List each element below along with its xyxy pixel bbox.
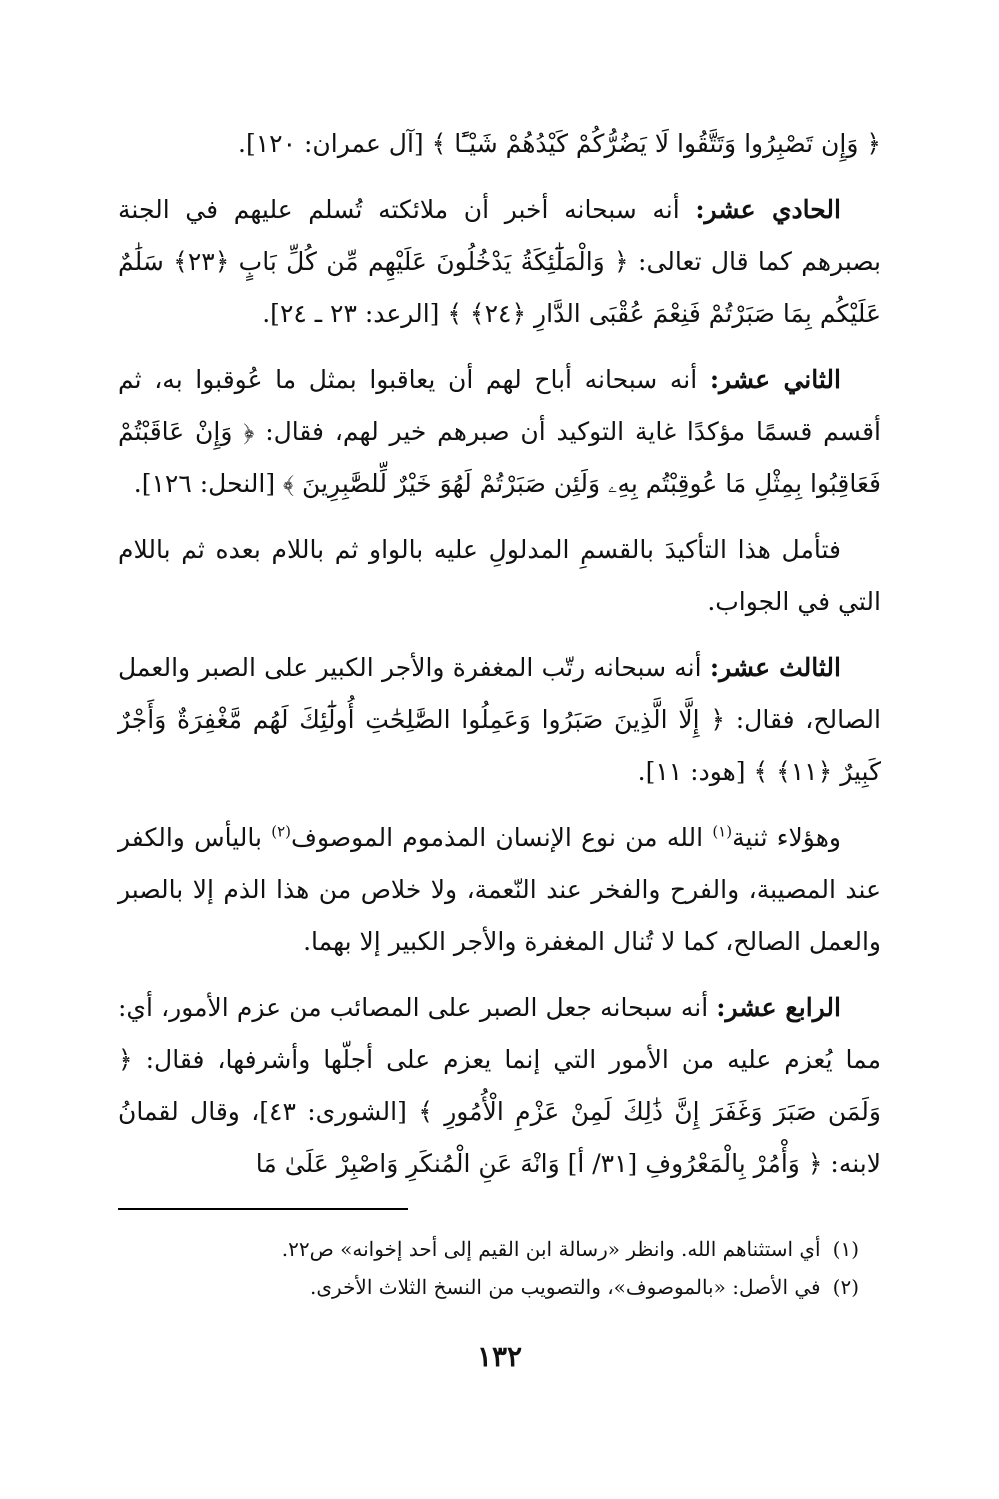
paragraph-heading: الثالث عشر: bbox=[709, 653, 841, 682]
paragraph-twelfth bbox=[118, 354, 881, 510]
paragraph-body: وهؤلاء ثنية bbox=[732, 823, 841, 852]
paragraph-body: باليأس والكفر عند المصيبة، والفرح والفخر عند النّعمة، ولا خلاص من هذا الذم إلا بالصبر والعمل الصالح، كما لا تُنال المغفرة والأجر الكبير إلا بهما. bbox=[118, 823, 881, 956]
paragraph-body: أنه سبحانه رتّب المغفرة والأجر الكبير على الصبر والعمل الصالح، فقال: ﴿ إِلَّا الَّذِينَ صَبَرُوا وَعَمِلُوا الصَّٰلِحَٰتِ أُولَٰٓئِكَ لَهُم مَّغْفِرَةٌ وَأَجْرٌ كَبِيرٌ ﴿١١﴾ ﴾ [هود: ١١]. bbox=[118, 653, 881, 786]
paragraph-exception bbox=[118, 812, 881, 968]
paragraph-body: فتأمل هذا التأكيدَ بالقسمِ المدلولِ عليه بالواو ثم باللام بعده ثم باللام التي في الجواب. bbox=[118, 535, 881, 616]
paragraph-reflection bbox=[118, 524, 881, 628]
paragraph-ayah-aal-imran bbox=[118, 118, 881, 170]
paragraph-body: الله من نوع الإنسان المذموم الموصوف bbox=[291, 823, 713, 852]
page-number: ١٣٢ bbox=[476, 1340, 523, 1373]
paragraph-heading: الحادي عشر: bbox=[695, 195, 841, 224]
footnote-marker[interactable]: (١) bbox=[712, 822, 733, 841]
paragraph-eleventh bbox=[118, 184, 881, 340]
footnote-item bbox=[118, 1230, 859, 1268]
paragraph-body: أنه سبحانه أخبر أن ملائكته تُسلم عليهم في الجنة بصبرهم كما قال تعالى: ﴿ وَالْمَلَٰٓئِكَةُ يَدْخُلُونَ عَلَيْهِم مِّن كُلِّ بَابٍ ﴿٢٣﴾ سَلَٰمٌ عَلَيْكُم بِمَا صَبَرْتُمْ فَنِعْمَ عُقْبَى الدَّارِ ﴿٢٤﴾ ﴾ [الرعد: ٢٣ ـ ٢٤]. bbox=[118, 195, 881, 328]
footnote-text: في الأصل: «بالموصوف»، والتصويب من النسخ الثلاث الأخرى. bbox=[310, 1275, 821, 1299]
footnotes bbox=[118, 1230, 859, 1306]
footnote-number: (١) bbox=[832, 1237, 859, 1261]
footnote-number: (٢) bbox=[832, 1275, 859, 1299]
paragraph-heading: الرابع عشر: bbox=[716, 993, 841, 1022]
paragraph-body: أنه سبحانه أباح لهم أن يعاقبوا بمثل ما عُوقبوا به، ثم أقسم قسمًا مؤكدًا غاية التوكيد أن صبرهم خير لهم، فقال: ﴿ وَإِنْ عَاقَبْتُمْ فَعَاقِبُوا بِمِثْلِ مَا عُوقِبْتُم بِهِۦ وَلَئِن صَبَرْتُمْ لَهُوَ خَيْرٌ لِّلصَّٰبِرِينَ ﴾ [النحل: ١٢٦]. bbox=[118, 365, 881, 498]
footnote-text: أي استثناهم الله. وانظر «رسالة ابن القيم إلى أحد إخوانه» ص٢٢. bbox=[281, 1237, 821, 1261]
paragraph-body: ﴿ وَإِن تَصْبِرُوا وَتَتَّقُوا لَا يَضُرُّكُمْ كَيْدُهُمْ شَيْـًٔا ﴾ [آل عمران: ١٢٠]. bbox=[238, 129, 881, 158]
footnote-marker[interactable]: (٢) bbox=[271, 822, 292, 841]
footnote-divider bbox=[118, 1208, 408, 1210]
paragraph-body: أنه سبحانه جعل الصبر على المصائب من عزم الأمور، أي: مما يُعزم عليه من الأمور التي إنما يعزم على أجلّها وأشرفها، فقال: ﴿ وَلَمَن صَبَرَ وَغَفَرَ إِنَّ ذَٰلِكَ لَمِنْ عَزْمِ الْأُمُورِ ﴾ [الشورى: ٤٣]، وقال لقمانُ لابنه: ﴿ وَأْمُرْ بِالْمَعْرُوفِ [٣١/ أ] وَانْهَ عَنِ الْمُنكَرِ وَاصْبِرْ عَلَىٰ مَا bbox=[118, 993, 881, 1178]
paragraph-thirteenth bbox=[118, 642, 881, 798]
paragraph-heading: الثاني عشر: bbox=[709, 365, 841, 394]
main-text bbox=[118, 118, 881, 1204]
paragraph-fourteenth bbox=[118, 982, 881, 1190]
footnote-item bbox=[118, 1268, 859, 1306]
